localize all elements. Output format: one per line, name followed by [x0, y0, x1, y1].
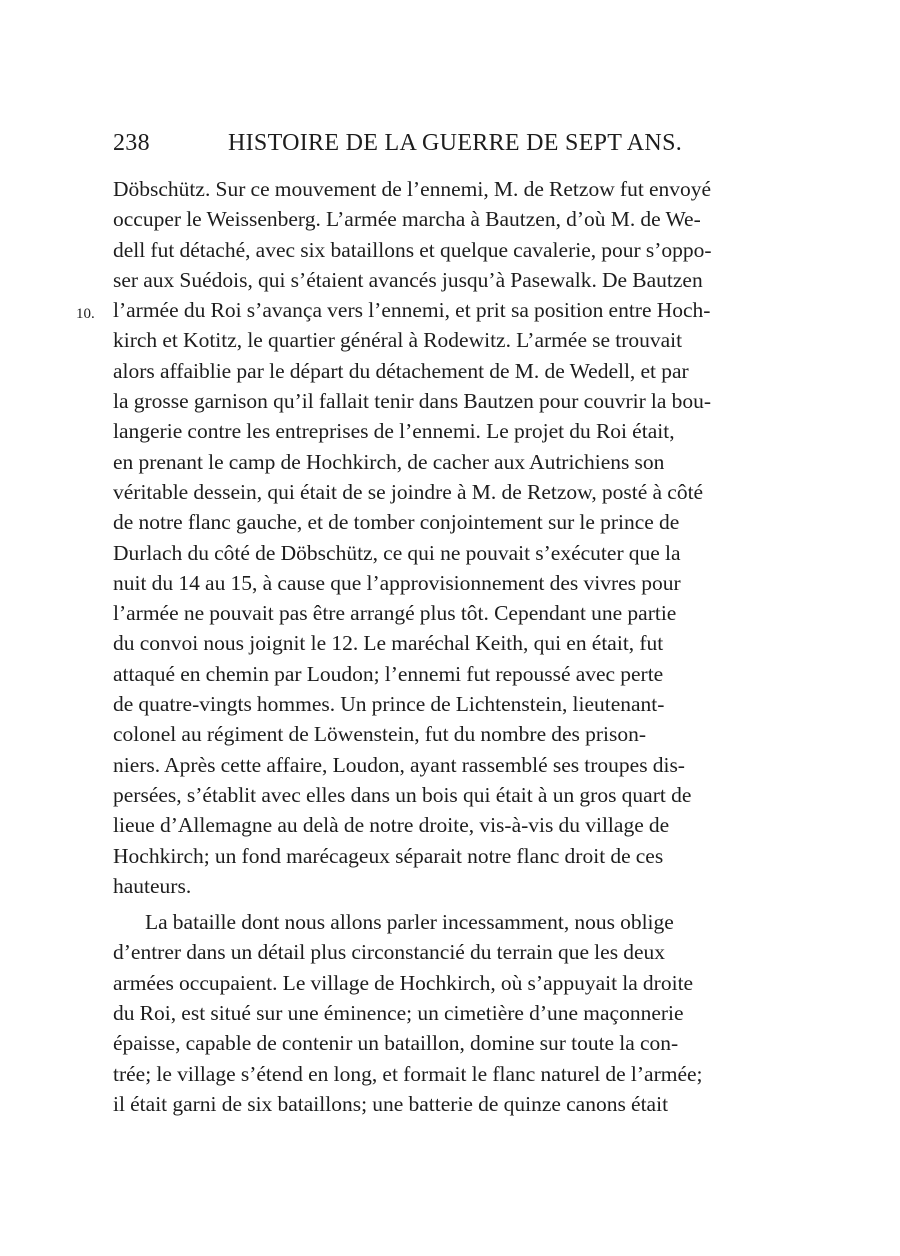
text-line: occuper le Weissenberg. L’armée marcha à Bautzen, d’où M. de We-: [113, 207, 701, 232]
text-line: Durlach du côté de Döbschütz, ce qui ne pouvait s’exécuter que la: [113, 540, 681, 565]
text-line: colonel au régiment de Löwenstein, fut du nombre des prison-: [113, 722, 646, 747]
text-line: d’entrer dans un détail plus circonstancié du terrain que les deux: [113, 940, 666, 965]
text-line: persées, s’établit avec elles dans un bois qui était à un gros quart de: [113, 782, 692, 807]
text-line: la grosse garnison qu’il fallait tenir dans Bautzen pour couvrir la bou-: [113, 389, 712, 414]
text-line: attaqué en chemin par Loudon; l’ennemi fut repoussé avec perte: [113, 661, 664, 686]
body-text: [113, 174, 803, 1119]
text-line: La bataille dont nous allons parler incessamment, nous oblige: [145, 910, 674, 935]
page-number: 238: [113, 130, 150, 156]
text-line: véritable dessein, qui était de se joindre à M. de Retzow, posté à côté: [113, 479, 704, 504]
margin-line-number: 10.: [76, 306, 95, 322]
text-line: dell fut détaché, avec six bataillons et quelque cavalerie, pour s’oppo-: [113, 237, 712, 262]
text-line: du Roi, est situé sur une éminence; un cimetière d’une maçonnerie: [113, 1001, 684, 1026]
paragraph-2: [113, 907, 803, 1119]
text-line: armées occupaient. Le village de Hochkirch, où s’appuyait la droite: [113, 970, 694, 995]
page-header: [113, 130, 688, 164]
text-line: de notre flanc gauche, et de tomber conjointement sur le prince de: [113, 510, 680, 535]
text-line: l’armée ne pouvait pas être arrangé plus tôt. Cependant une partie: [113, 601, 677, 626]
running-title: HISTOIRE DE LA GUERRE DE SEPT ANS.: [228, 130, 683, 156]
text-line: alors affaiblie par le départ du détachement de M. de Wedell, et par: [113, 358, 689, 383]
text-line: lieue d’Allemagne au delà de notre droite, vis-à-vis du village de: [113, 813, 670, 838]
text-line: il était garni de six bataillons; une batterie de quinze canons était: [113, 1091, 669, 1116]
text-line: l’armée du Roi s’avança vers l’ennemi, et prit sa position entre Hoch-: [113, 298, 711, 323]
paragraph-1: [113, 174, 803, 901]
text-line: du convoi nous joignit le 12. Le maréchal Keith, qui en était, fut: [113, 631, 664, 656]
text-line: en prenant le camp de Hochkirch, de cacher aux Autrichiens son: [113, 449, 665, 474]
text-line: ser aux Suédois, qui s’étaient avancés jusqu’à Pasewalk. De Bautzen: [113, 267, 703, 292]
text-line: épaisse, capable de contenir un bataillon, domine sur toute la con-: [113, 1031, 679, 1056]
text-line: trée; le village s’étend en long, et formait le flanc naturel de l’armée;: [113, 1061, 703, 1086]
text-line: de quatre-vingts hommes. Un prince de Lichtenstein, lieutenant-: [113, 692, 665, 717]
text-line: langerie contre les entreprises de l’ennemi. Le projet du Roi était,: [113, 419, 675, 444]
text-line: nuit du 14 au 15, à cause que l’approvisionnement des vivres pour: [113, 570, 681, 595]
text-line: Hochkirch; un fond marécageux séparait notre flanc droit de ces: [113, 843, 664, 868]
text-line: kirch et Kotitz, le quartier général à Rodewitz. L’armée se trouvait: [113, 328, 683, 353]
text-line: niers. Après cette affaire, Loudon, ayant rassemblé ses troupes dis-: [113, 752, 685, 777]
text-line: Döbschütz. Sur ce mouvement de l’ennemi, M. de Retzow fut envoyé: [113, 177, 712, 201]
text-line: hauteurs.: [113, 873, 192, 898]
